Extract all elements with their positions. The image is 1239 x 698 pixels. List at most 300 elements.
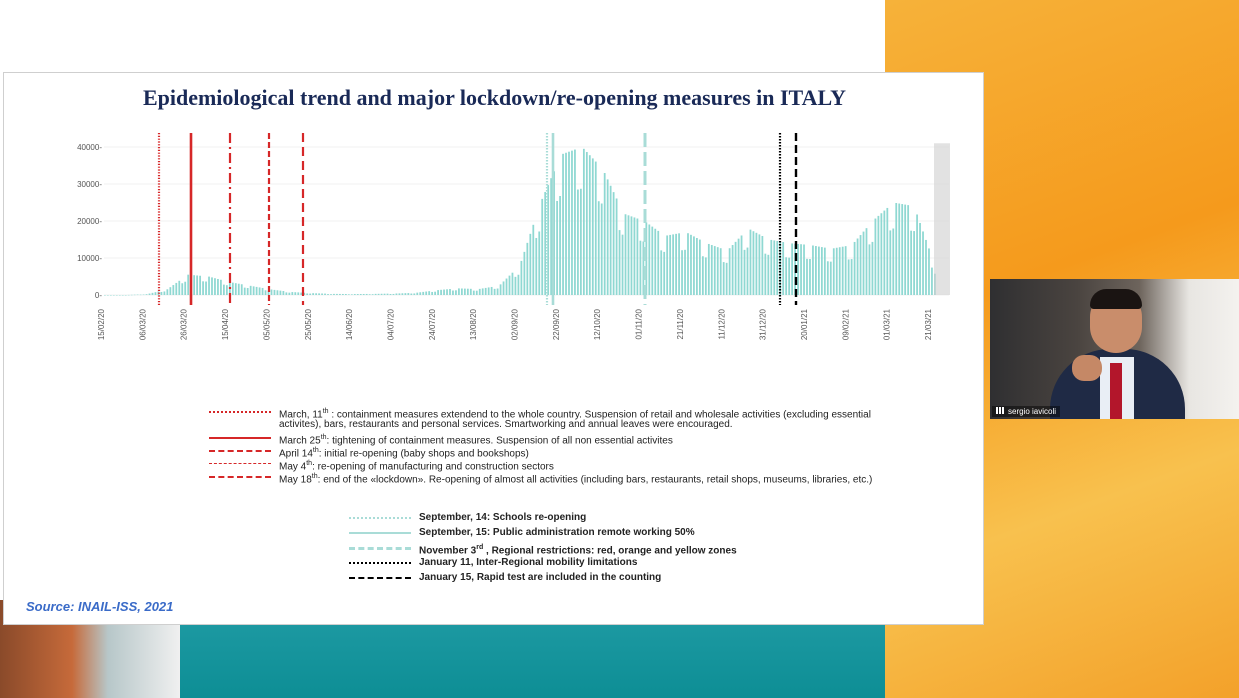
bar	[152, 293, 154, 295]
bar	[675, 234, 677, 295]
bar	[104, 295, 106, 296]
bar	[485, 288, 487, 295]
bar	[482, 288, 484, 295]
bar	[821, 247, 823, 295]
bar	[369, 294, 371, 295]
bar	[729, 248, 731, 295]
bar	[660, 250, 662, 295]
speaker-hand	[1072, 355, 1102, 381]
bar	[702, 256, 704, 295]
y-tick-label: 30000-	[77, 180, 102, 189]
legend-march-25	[209, 431, 969, 447]
bar	[461, 288, 463, 295]
bar	[726, 263, 728, 295]
bar	[345, 294, 347, 295]
bar	[601, 204, 603, 295]
bar	[172, 285, 174, 295]
bar	[791, 243, 793, 295]
bar	[404, 293, 406, 295]
legend-line-swatch	[209, 476, 271, 478]
bar	[446, 289, 448, 295]
legend-line-swatch	[209, 437, 271, 439]
bar	[437, 290, 439, 295]
bar	[836, 248, 838, 295]
bar	[143, 295, 145, 296]
bar	[875, 219, 877, 295]
bar	[544, 192, 546, 295]
bar	[155, 292, 157, 295]
bar	[402, 293, 404, 295]
bar	[196, 275, 198, 295]
bar	[815, 246, 817, 295]
bar	[916, 214, 918, 295]
bar	[919, 223, 921, 295]
bar	[889, 230, 891, 295]
bar	[669, 235, 671, 295]
legend-line-swatch	[349, 532, 411, 534]
bar	[506, 279, 508, 295]
bar	[580, 189, 582, 295]
bar	[300, 293, 302, 295]
bar	[741, 235, 743, 295]
legend-text: November 3rd , Regional restrictions: red, orange and yellow zones	[419, 544, 737, 557]
participant-name-tag	[992, 406, 1060, 417]
bar	[187, 275, 189, 295]
bar	[922, 231, 924, 295]
legend-text: September, 15: Public administration remote working 50%	[419, 527, 695, 538]
bar	[830, 262, 832, 295]
bar	[413, 293, 415, 295]
bar	[348, 294, 350, 295]
bar	[699, 240, 701, 295]
bar	[342, 294, 344, 295]
bar	[473, 291, 475, 295]
bar	[604, 173, 606, 295]
bar	[589, 155, 591, 295]
x-tick-label: 11/12/20	[717, 309, 727, 340]
bar	[839, 247, 841, 295]
bar	[848, 259, 850, 295]
bar	[880, 213, 882, 295]
bar	[750, 230, 752, 295]
y-tick-label: 40000-	[77, 143, 102, 152]
x-tick-label: 13/08/20	[469, 309, 479, 341]
bar	[818, 247, 820, 295]
bar	[184, 282, 186, 295]
y-tick-label: 0-	[94, 291, 102, 300]
incomplete-data-shade	[934, 143, 950, 295]
epidemiological-chart	[44, 111, 964, 391]
bar	[288, 293, 290, 295]
legend-may-4	[209, 457, 969, 473]
legend-line-swatch	[349, 547, 411, 550]
bar	[928, 248, 930, 295]
bar	[651, 227, 653, 295]
bar	[181, 283, 183, 295]
legend-may-18	[209, 470, 969, 486]
bar	[901, 204, 903, 295]
bar	[107, 295, 109, 296]
bar	[625, 214, 627, 295]
bar	[131, 295, 133, 296]
bar	[327, 294, 329, 295]
bar	[833, 248, 835, 295]
bar	[381, 294, 383, 295]
bar	[247, 288, 249, 295]
x-tick-label: 24/07/20	[427, 309, 437, 341]
x-tick-label: 26/03/20	[179, 309, 189, 341]
bar	[574, 150, 576, 295]
bar	[568, 152, 570, 295]
bar	[708, 244, 710, 295]
bar	[592, 158, 594, 295]
bar	[631, 216, 633, 295]
x-tick-label: 01/11/20	[634, 309, 644, 340]
bar	[583, 149, 585, 295]
bar	[175, 283, 177, 295]
bar	[526, 243, 528, 295]
bar	[428, 291, 430, 295]
bar	[214, 278, 216, 295]
bar	[232, 283, 234, 295]
bar	[149, 294, 151, 295]
participant-video-tile[interactable]	[990, 279, 1239, 419]
bar	[904, 205, 906, 295]
bar	[110, 295, 112, 296]
bar	[556, 201, 558, 295]
bar	[291, 292, 293, 295]
bar	[271, 290, 273, 295]
bar	[892, 229, 894, 296]
bar	[753, 231, 755, 295]
bar	[265, 290, 267, 295]
participant-name: sergio iavicoli	[1008, 407, 1057, 416]
bar	[538, 231, 540, 295]
bar	[410, 294, 412, 295]
bar	[681, 250, 683, 295]
speaker-tie	[1110, 363, 1122, 419]
x-tick-label: 01/03/21	[882, 309, 892, 341]
x-tick-label: 09/02/21	[841, 309, 851, 341]
bar	[654, 229, 656, 295]
bar	[497, 289, 499, 295]
bar	[470, 289, 472, 295]
bar	[616, 198, 618, 295]
bar	[764, 254, 766, 295]
bar	[586, 152, 588, 295]
bar	[714, 246, 716, 295]
bar	[375, 294, 377, 295]
x-tick-label: 22/09/20	[551, 309, 561, 341]
bar	[125, 295, 127, 296]
bar	[895, 203, 897, 295]
bar	[119, 295, 121, 296]
bar	[842, 247, 844, 295]
bar	[294, 292, 296, 295]
legend-line-swatch	[209, 463, 271, 464]
x-tick-label: 15/02/20	[97, 309, 106, 341]
bar	[164, 291, 166, 295]
bar	[360, 294, 362, 295]
bar	[425, 292, 427, 295]
bar	[803, 244, 805, 295]
bar	[687, 233, 689, 295]
legend-text: March 25th: tightening of containment measures. Suspension of all non essential activites	[279, 434, 673, 447]
bar	[220, 280, 222, 295]
bar	[907, 205, 909, 295]
legend-april-14	[209, 444, 969, 460]
y-tick-label: 20000-	[77, 217, 102, 226]
legend-text: April 14th: initial re-opening (baby shops and bookshops)	[279, 447, 529, 460]
bar	[169, 287, 171, 295]
bar	[309, 294, 311, 295]
bar	[354, 294, 356, 295]
bar	[333, 294, 335, 295]
bar	[321, 293, 323, 295]
bar	[598, 201, 600, 295]
bar	[140, 295, 142, 296]
legend-text: March, 11th : containment measures extendend to the whole country. Suspension of retail and wholesale activities (excluding essential	[279, 408, 871, 421]
bar	[449, 289, 451, 295]
bar	[883, 211, 885, 295]
bar	[595, 162, 597, 295]
bar	[494, 289, 496, 295]
bar	[518, 275, 520, 295]
bar	[696, 238, 698, 295]
bar	[390, 294, 392, 295]
bar	[318, 293, 320, 295]
bar	[134, 295, 136, 296]
x-tick-label: 31/12/20	[758, 309, 768, 341]
bar	[128, 295, 130, 296]
bar	[809, 259, 811, 295]
bar	[535, 238, 537, 295]
bar	[452, 291, 454, 295]
y-tick-label: 10000-	[77, 254, 102, 263]
bar	[253, 286, 255, 295]
legend-text: September, 14: Schools re-opening	[419, 512, 587, 523]
bar	[640, 241, 642, 295]
bar	[541, 199, 543, 295]
bar	[827, 261, 829, 295]
bar	[330, 294, 332, 295]
x-tick-label: 14/06/20	[345, 309, 355, 341]
x-tick-label: 15/04/20	[221, 309, 231, 341]
bar	[509, 276, 511, 295]
bar	[161, 292, 163, 295]
bar	[878, 216, 880, 295]
bar	[419, 292, 421, 295]
bar	[455, 290, 457, 295]
bar	[547, 185, 549, 295]
bar	[339, 294, 341, 295]
bar	[515, 277, 517, 295]
bar	[672, 234, 674, 295]
x-tick-label: 05/05/20	[262, 309, 272, 341]
bar	[744, 250, 746, 295]
speaker-hair	[1090, 289, 1142, 309]
bar	[238, 284, 240, 295]
bar	[723, 262, 725, 295]
bar	[607, 179, 609, 295]
bar	[306, 293, 308, 295]
bar	[705, 257, 707, 295]
legend-text: May 18th: end of the «lockdown». Re-opening of almost all activities (including bars, restaurants, retail shops, museums, libraries, etc.)	[279, 473, 873, 486]
bar	[610, 186, 612, 295]
bar	[577, 190, 579, 295]
bar	[613, 192, 615, 295]
bar	[711, 245, 713, 295]
bar	[166, 289, 168, 295]
bar	[458, 288, 460, 295]
legend-text: May 4th: re-opening of manufacturing and construction sectors	[279, 460, 554, 473]
bar	[863, 232, 865, 295]
bar	[366, 294, 368, 295]
bar	[854, 242, 856, 295]
legend-line-swatch	[349, 517, 411, 519]
bar	[244, 288, 246, 295]
legend-november-3	[349, 541, 809, 556]
bar	[443, 290, 445, 295]
bar	[910, 231, 912, 295]
bar	[886, 208, 888, 295]
bar	[797, 244, 799, 295]
bar	[735, 242, 737, 295]
bar	[250, 286, 252, 295]
bar	[512, 273, 514, 295]
legend-january-11	[349, 556, 809, 571]
legend-september-15	[349, 526, 809, 541]
bar	[199, 276, 201, 295]
bar	[491, 287, 493, 295]
bar	[280, 291, 282, 295]
bar	[241, 284, 243, 295]
bar	[416, 293, 418, 295]
x-tick-label: 21/11/20	[675, 309, 685, 340]
legend-text: January 11, Inter-Regional mobility limitations	[419, 557, 638, 568]
bar	[434, 292, 436, 295]
bar	[806, 259, 808, 295]
bar	[363, 294, 365, 295]
bar	[637, 219, 639, 295]
bar	[622, 235, 624, 295]
bar	[684, 250, 686, 295]
bar	[315, 293, 317, 295]
bar	[193, 275, 195, 295]
bar	[277, 290, 279, 295]
legend-january-15	[349, 571, 809, 586]
bar	[116, 295, 118, 296]
bar	[732, 245, 734, 295]
x-tick-label: 20/01/21	[799, 309, 809, 341]
bar	[898, 204, 900, 295]
bar	[845, 246, 847, 295]
bar	[532, 225, 534, 295]
bar	[431, 292, 433, 295]
bar	[571, 151, 573, 295]
measures-legend-secondary	[349, 511, 809, 586]
bar	[262, 288, 264, 295]
x-tick-label: 21/03/21	[924, 309, 933, 341]
bar	[336, 294, 338, 295]
bar	[256, 287, 258, 295]
bar	[407, 293, 409, 295]
bar	[137, 295, 139, 296]
bar	[113, 295, 115, 296]
bar	[399, 293, 401, 295]
legend-september-14	[349, 511, 809, 526]
bar	[776, 241, 778, 295]
bar	[666, 235, 668, 295]
bar	[761, 236, 763, 295]
bar	[208, 277, 210, 295]
bar	[857, 239, 859, 296]
bar	[235, 283, 237, 295]
bar	[925, 240, 927, 295]
legend-line-swatch	[209, 450, 271, 452]
bar	[217, 279, 219, 295]
bar	[178, 281, 180, 295]
bar	[869, 244, 871, 295]
legend-line-swatch	[209, 411, 271, 413]
bar	[467, 289, 469, 295]
legend-line-swatch	[349, 577, 411, 579]
bar	[872, 242, 874, 295]
bar	[648, 225, 650, 296]
bar	[657, 231, 659, 295]
bar	[767, 255, 769, 295]
bar	[297, 292, 299, 295]
bar	[559, 196, 561, 295]
bar	[521, 261, 523, 295]
bar	[773, 240, 775, 295]
bar	[770, 240, 772, 295]
bar	[476, 291, 478, 295]
bar	[523, 252, 525, 295]
bar	[678, 233, 680, 295]
bar	[226, 285, 228, 295]
bar	[663, 252, 665, 295]
bar	[619, 230, 621, 295]
legend-text: January 15, Rapid test are included in the counting	[419, 572, 662, 583]
bar	[384, 294, 386, 295]
bar	[479, 289, 481, 295]
bar	[788, 258, 790, 295]
bar	[824, 248, 826, 295]
bar	[628, 215, 630, 295]
bar	[529, 234, 531, 295]
bar	[274, 290, 276, 295]
legend-march-11	[209, 405, 969, 421]
bar	[357, 294, 359, 295]
bar	[503, 281, 505, 295]
bar	[393, 294, 395, 295]
source-note: Source: INAIL-ISS, 2021	[26, 599, 174, 614]
slide-title: Epidemiological trend and major lockdown/re-opening measures in ITALY	[142, 85, 847, 110]
x-tick-label: 06/03/20	[138, 309, 148, 341]
bar	[312, 293, 314, 295]
bar	[851, 259, 853, 295]
x-tick-label: 02/09/20	[510, 309, 520, 341]
bar	[860, 235, 862, 295]
bar	[259, 287, 261, 295]
presentation-slide	[3, 72, 984, 625]
bar	[690, 235, 692, 295]
bar	[396, 293, 398, 295]
bar	[565, 153, 567, 295]
signal-strength-icon	[996, 407, 1005, 414]
measures-legend	[209, 405, 969, 486]
